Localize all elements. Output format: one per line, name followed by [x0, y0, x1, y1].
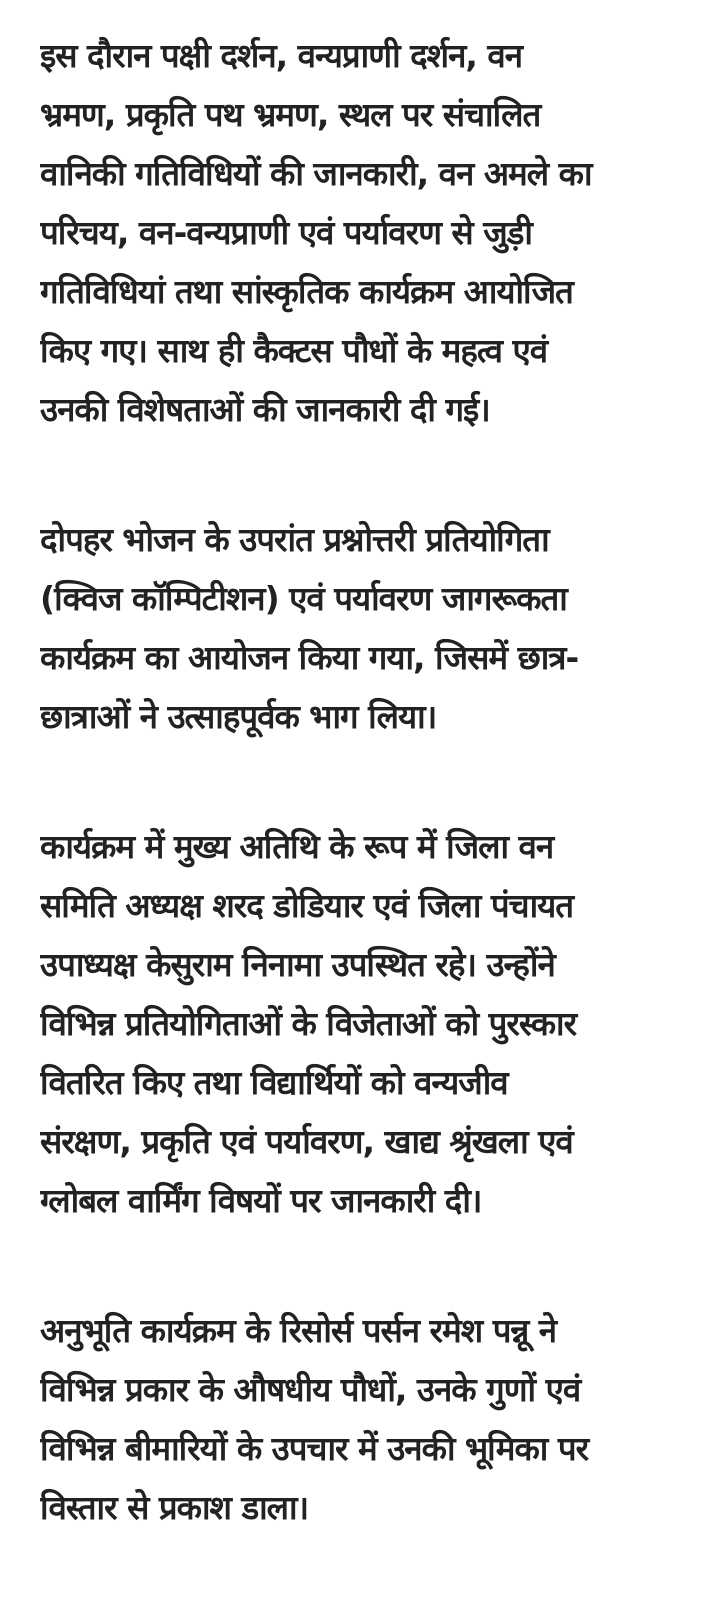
paragraph-activities [40, 26, 690, 439]
paragraph-resource-person [40, 1301, 690, 1537]
text-line: (क्विज कॉम्पिटीशन) एवं पर्यावरण जागरूकता [40, 579, 567, 618]
article-body [40, 26, 690, 1608]
text-line: संरक्षण, प्रकृति एवं पर्यावरण, खाद्य श्रृंखला एवं [40, 1122, 573, 1161]
text-line: गतिविधियां तथा सांस्कृतिक कार्यक्रम आयोजित [40, 272, 573, 311]
text-line: वितरित किए तथा विद्यार्थियों को वन्यजीव [40, 1063, 508, 1102]
text-line: कार्यक्रम का आयोजन किया गया, जिसमें छात्र- [40, 638, 579, 677]
text-line: छात्राओं ने उत्साहपूर्वक भाग लिया। [40, 697, 437, 736]
text-line: इस दौरान पक्षी दर्शन, वन्यप्राणी दर्शन, वन [40, 36, 523, 75]
text-line: दोपहर भोजन के उपरांत प्रश्नोत्तरी प्रतियोगिता [40, 520, 549, 559]
text-line: किए गए। साथ ही कैक्टस पौधों के महत्व एवं [40, 331, 548, 370]
text-line: वानिकी गतिविधियों की जानकारी, वन अमले का [40, 154, 592, 193]
text-line: भ्रमण, प्रकृति पथ भ्रमण, स्थल पर संचालित [40, 95, 541, 134]
text-line: उनकी विशेषताओं की जानकारी दी गई। [40, 390, 490, 429]
text-line: विस्तार से प्रकाश डाला। [40, 1488, 309, 1527]
text-line: अनुभूति कार्यक्रम के रिसोर्स पर्सन रमेश पन्नू ने [40, 1311, 557, 1350]
paragraph-quiz [40, 510, 690, 746]
text-line: उपाध्यक्ष केसुराम निनामा उपस्थित रहे। उन्होंने [40, 945, 555, 984]
text-line: कार्यक्रम में मुख्य अतिथि के रूप में जिला वन [40, 827, 554, 866]
text-line: परिचय, वन-वन्यप्राणी एवं पर्यावरण से जुड़ी [40, 213, 532, 252]
text-line: समिति अध्यक्ष शरद डोडियार एवं जिला पंचायत [40, 886, 574, 925]
text-line: ग्लोबल वार्मिंग विषयों पर जानकारी दी। [40, 1181, 482, 1220]
text-line: विभिन्न बीमारियों के उपचार में उनकी भूमिका पर [40, 1429, 589, 1468]
text-line: विभिन्न प्रतियोगिताओं के विजेताओं को पुरस्कार [40, 1004, 577, 1043]
text-line: विभिन्न प्रकार के औषधीय पौधों, उनके गुणों एवं [40, 1370, 581, 1409]
paragraph-chief-guest [40, 817, 690, 1230]
